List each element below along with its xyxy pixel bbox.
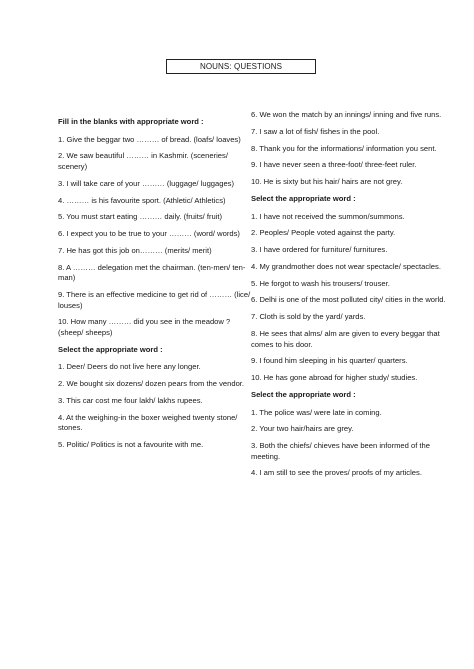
list-item: 10. How many ……… did you see in the meadow ? (sheep/ sheeps): [58, 317, 231, 337]
list-item: 7. He has got this job on……… (merits/ merit): [58, 245, 212, 255]
list-item: 6. I expect you to be true to your ……… (word/ words): [58, 229, 240, 239]
list-item: 2. We bought six dozens/ dozen pears from the vendor.: [58, 379, 245, 389]
left-column: [58, 117, 253, 457]
list-item: 2. We saw beautiful ……… in Kashmir. (sceneries/ scenery): [58, 151, 228, 171]
select-word-heading: Select the appropriate word :: [58, 344, 163, 354]
select-word-heading: Select the appropriate word :: [251, 389, 356, 399]
list-item: 10. He is sixty but his hair/ hairs are not grey.: [251, 177, 403, 187]
list-item: 10. He has gone abroad for higher study/ studies.: [251, 373, 418, 383]
list-item: 5. You must start eating ……… daily. (fruits/ fruit): [58, 212, 223, 222]
list-item: 4. I am still to see the proves/ proofs of my articles.: [251, 468, 422, 478]
list-item: 8. Thank you for the informations/ information you sent.: [251, 143, 437, 153]
list-item: 4. My grandmother does not wear spectacle/ spectacles.: [251, 261, 441, 271]
list-item: 2. Peoples/ People voted against the party.: [251, 228, 396, 238]
list-item: 8. A ……… delegation met the chairman. (ten-men/ ten-man): [58, 262, 246, 283]
list-item: 5. He forgot to wash his trousers/ trouser.: [251, 278, 390, 288]
list-item: 1. I have not received the summon/summons.: [251, 211, 405, 221]
list-item: 9. There is an effective medicine to get rid of ……… (lice/ louses): [58, 290, 251, 310]
list-item: 1. The police was/ were late in coming.: [251, 407, 382, 417]
list-item: 3. I will take care of your ……… (luggage/ luggages): [58, 178, 235, 188]
list-item: 6. We won the match by an innings/ inning and five runs.: [251, 110, 442, 119]
fill-blanks-heading: Fill in the blanks with appropriate word :: [58, 117, 204, 126]
select-word-heading: Select the appropriate word :: [251, 193, 356, 203]
list-item: 4. At the weighing-in the boxer weighed twenty stone/ stones.: [58, 412, 238, 433]
list-item: 1. Deer/ Deers do not live here any longer.: [58, 362, 201, 372]
list-item: 5. Politic/ Politics is not a favourite with me.: [58, 440, 204, 450]
list-item: 4. ……… is his favourite sport. (Athletic/ Athletics): [58, 195, 226, 205]
list-item: 2. Your two hair/hairs are grey.: [251, 424, 354, 434]
list-item: 9. I found him sleeping in his quarter/ quarters.: [251, 356, 408, 366]
list-item: 1. Give the beggar two ……… of bread. (loafs/ loaves): [58, 134, 241, 144]
list-item: 6. Delhi is one of the most polluted city/ cities in the world.: [251, 295, 446, 305]
list-item: 8. He sees that alms/ alm are given to every beggar that comes to his door.: [251, 328, 440, 349]
list-item: 9. I have never seen a three-foot/ three-feet ruler.: [251, 160, 417, 170]
list-item: 3. Both the chiefs/ chieves have been informed of the meeting.: [251, 441, 430, 461]
list-item: 7. Cloth is sold by the yard/ yards.: [251, 312, 366, 322]
list-item: 3. This car cost me four lakh/ lakhs rupees.: [58, 395, 203, 405]
worksheet-title: NOUNS: QUESTIONS: [166, 59, 316, 74]
right-column: [251, 110, 451, 485]
list-item: 3. I have ordered for furniture/ furnitures.: [251, 245, 388, 255]
list-item: 7. I saw a lot of fish/ fishes in the pool.: [251, 126, 380, 136]
